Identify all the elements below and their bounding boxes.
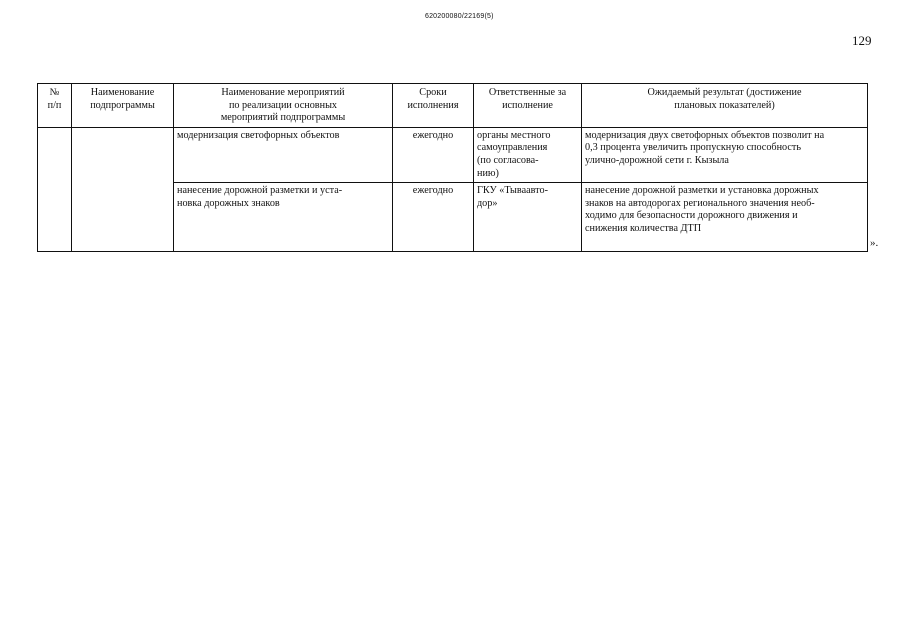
header-subprogram: Наименование подпрограммы bbox=[72, 84, 174, 128]
cell-responsible: ГКУ «Тываавто- дор» bbox=[474, 183, 582, 252]
cell-subprogram bbox=[72, 127, 174, 251]
cell-deadline: ежегодно bbox=[393, 127, 474, 182]
document-code: 620200080/22169(5) bbox=[425, 13, 494, 20]
cell-responsible: органы местного самоуправления (по согласова- нию) bbox=[474, 127, 582, 182]
cell-deadline: ежегодно bbox=[393, 183, 474, 252]
closing-quote-mark: ». bbox=[870, 237, 879, 249]
header-number: № п/п bbox=[38, 84, 72, 128]
table-header-row bbox=[38, 84, 868, 128]
cell-result: нанесение дорожной разметки и установка дорожных знаков на автодорогах регионального значения необ- ходимо для безопасности дорожного движения и снижения количества ДТП bbox=[582, 183, 868, 252]
header-responsible: Ответственные за исполнение bbox=[474, 84, 582, 128]
activities-table bbox=[37, 83, 868, 252]
header-activity: Наименование мероприятий по реализации основных мероприятий подпрограммы bbox=[174, 84, 393, 128]
table-row bbox=[38, 127, 868, 182]
cell-activity: модернизация светофорных объектов bbox=[174, 127, 393, 182]
header-result: Ожидаемый результат (достижение плановых показателей) bbox=[582, 84, 868, 128]
cell-activity: нанесение дорожной разметки и уста- новка дорожных знаков bbox=[174, 183, 393, 252]
cell-result: модернизация двух светофорных объектов позволит на 0,3 процента увеличить пропускную способность улично-дорожной сети г. Кызыла bbox=[582, 127, 868, 182]
header-deadline: Сроки исполнения bbox=[393, 84, 474, 128]
cell-number bbox=[38, 127, 72, 251]
page-number: 129 bbox=[852, 33, 872, 48]
